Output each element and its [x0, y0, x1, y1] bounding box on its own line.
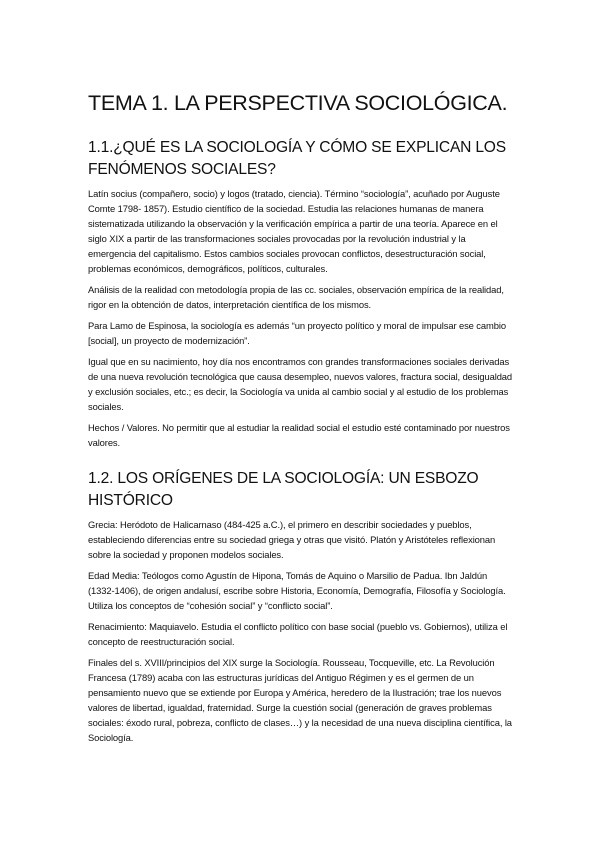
section-body-1-2	[88, 517, 516, 751]
paragraph: Edad Media: Teólogos como Agustín de Hipona, Tomás de Aquino o Marsilio de Padua. Ibn Jaldún (1332-1406), de origen andalusí, escribe sobre Historia, Economía, Demografía, Filosofía y Sociología. Utiliza los conceptos de “cohesión social” y “conflicto social”.	[88, 570, 506, 611]
paragraph: Igual que en su nacimiento, hoy día nos encontramos con grandes transformaciones sociales derivadas de una nueva revolución tecnológica que causa desempleo, nuevos valores, fractura social, desigualdad y exclusión sociales, etc.; es decir, la Sociología va unida al cambio social y al estudio de los problemas sociales.	[88, 356, 513, 412]
paragraph: Finales del s. XVIII/principios del XIX surge la Sociología. Rousseau, Tocqueville, etc. La Revolución Francesa (1789) acaba con las estructuras jurídicas del Antiguo Régimen y es el germen de un pensamiento nuevo que se extiende por Europa y América, heredero de la Ilustración; trae los nuevos valores de libertad, igualdad, fraternidad. Surge la cuestión social (generación de graves problemas sociales: éxodo rural, pobreza, conflicto de clases…) y la necesidad de una nueva disciplina científica, la Sociología.	[88, 657, 512, 743]
document-title: TEMA 1. LA PERSPECTIVA SOCIOLÓGICA.	[88, 91, 508, 115]
section-heading-1-1: 1.1.¿QUÉ ES LA SOCIOLOGÍA Y CÓMO SE EXPLICAN LOS FENÓMENOS SOCIALES?	[88, 139, 506, 178]
paragraph: Para Lamo de Espinosa, la sociología es además “un proyecto político y moral de impulsar ese cambio [social], un proyecto de modernización”.	[88, 320, 506, 346]
paragraph: Latín socius (compañero, socio) y logos (tratado, ciencia). Término “sociología”, acuñado por Auguste Comte 1798- 1857). Estudio científico de la sociedad. Estudia las relaciones humanas de manera sistematizada utilizando la observación y la verificación empírica a partir de una teoría. Aparece en el siglo XIX a partir de las transformaciones sociales provocadas por la revolución industrial y la emergencia del capitalismo. Estos cambios sociales provocan conflictos, desestructuración social, problemas económicos, demográficos, políticos, culturales.	[88, 188, 500, 274]
paragraph: Hechos / Valores. No permitir que al estudiar la realidad social el estudio esté contaminado por nuestros valores.	[88, 422, 510, 448]
paragraph: Renacimiento: Maquiavelo. Estudia el conflicto político con base social (pueblo vs. Gobiernos), utiliza el concepto de reestructuración social.	[88, 621, 508, 647]
section-heading-1-2: 1.2. LOS ORÍGENES DE LA SOCIOLOGÍA: UN ESBOZO HISTÓRICO	[88, 470, 479, 509]
paragraph: Grecia: Heródoto de Halicarnaso (484-425 a.C.), el primero en describir sociedades y pueblos, estableciendo diferencias entre su sociedad griega y otras que visitó. Platón y Aristóteles reflexionan sobre la sociedad y proponen modelos sociales.	[88, 519, 496, 560]
section-body-1-1	[88, 186, 516, 456]
paragraph: Análisis de la realidad con metodología propia de las cc. sociales, observación empírica de la realidad, rigor en la obtención de datos, interpretación científica de los mismos.	[88, 284, 504, 310]
